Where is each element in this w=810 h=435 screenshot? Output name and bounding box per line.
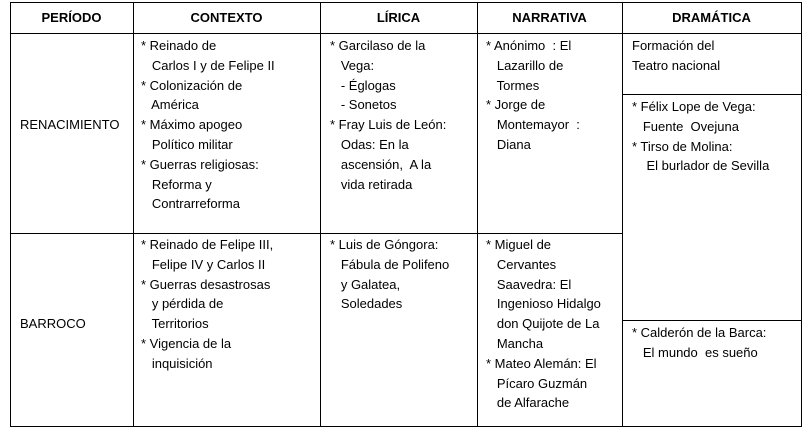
narrative-barroco: * Miguel de Cervantes Saavedra: El Ingenioso Hidalgo don Quijote de La Mancha * Mateo Alemán: El Pícaro Guzmán de Alfarache bbox=[486, 237, 601, 411]
header-contexto: CONTEXTO bbox=[190, 9, 263, 25]
lyric-renacimiento: * Garcilaso de la Vega: - Églogas - Sonetos * Fray Luis de León: Odas: En la ascensión, A la vida retirada bbox=[330, 38, 447, 192]
lyric-barroco: * Luis de Góngora: Fábula de Polifeno y Galatea, Soledades bbox=[330, 237, 450, 312]
drama-formacion: Formación del Teatro nacional bbox=[632, 38, 721, 73]
period-renacimiento: RENACIMIENTO bbox=[20, 117, 120, 132]
context-barroco: * Reinado de Felipe III, Felipe IV y Carlos II * Guerras desastrosas y pérdida de Territorios * Vigencia de la inquisición bbox=[141, 237, 274, 371]
context-renacimiento: * Reinado de Carlos I y de Felipe II * Colonización de América * Máximo apogeo Político militar * Guerras religiosas: Reforma y Contrarreforma bbox=[141, 38, 275, 212]
period-barroco: BARROCO bbox=[20, 316, 86, 331]
header-dramatica: DRAMÁTICA bbox=[672, 9, 751, 25]
drama-renacimiento: * Félix Lope de Vega: Fuente Ovejuna * Tirso de Molina: El burlador de Sevilla bbox=[632, 99, 770, 174]
narrative-renacimiento: * Anónimo : El Lazarillo de Tormes * Jorge de Montemayor : Diana bbox=[486, 38, 580, 152]
header-periodo: PERÍODO bbox=[41, 9, 102, 25]
header-narrativa: NARRATIVA bbox=[512, 9, 587, 25]
header-lirica: LÍRICA bbox=[376, 9, 421, 25]
drama-barroco: * Calderón de la Barca: El mundo es sueño bbox=[632, 325, 767, 360]
